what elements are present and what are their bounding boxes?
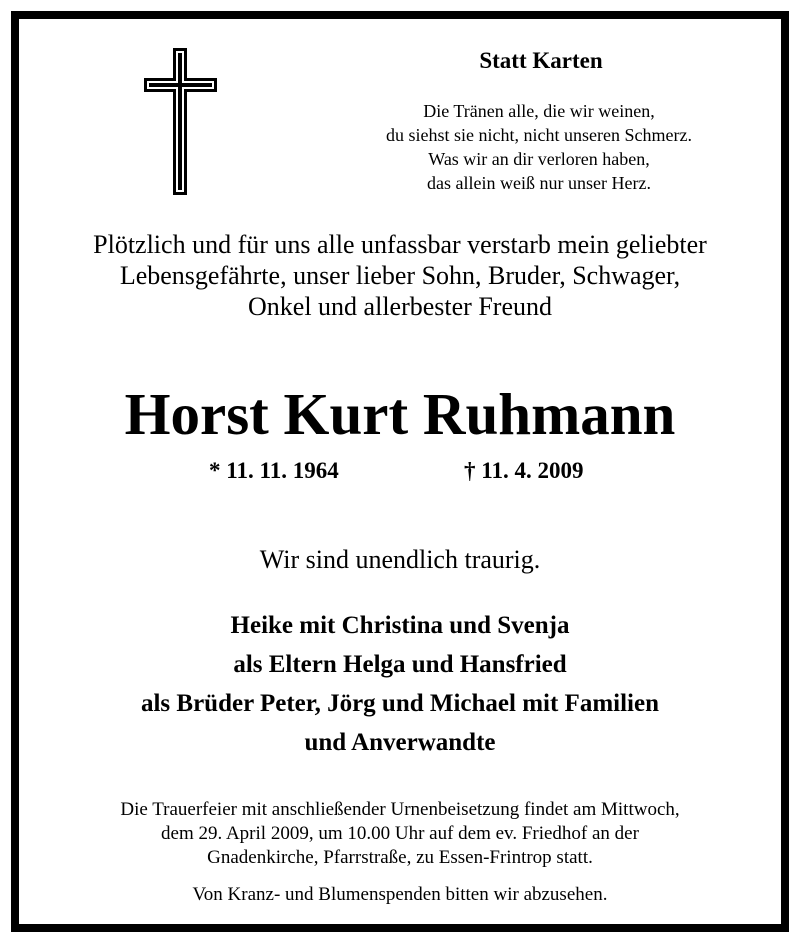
service-line: Gnadenkirche, Pfarrstraße, zu Essen-Frintrop statt.	[207, 847, 593, 868]
death-date: † 11. 4. 2009	[464, 458, 584, 483]
birth-date: * 11. 11. 1964	[209, 458, 339, 483]
family-line: als Brüder Peter, Jörg und Michael mit Familien	[140, 690, 659, 717]
poem-line: du siehst sie nicht, nicht unseren Schmerz.	[386, 125, 692, 145]
family-line: Heike mit Christina und Svenja	[230, 612, 570, 639]
header-title: Statt Karten	[479, 48, 603, 73]
flowers-note: Von Kranz- und Blumenspenden bitten wir abzusehen.	[192, 884, 608, 905]
intro-line: Plötzlich und für uns alle unfassbar verstarb mein geliebter	[93, 230, 707, 259]
intro-text	[19, 229, 781, 322]
intro-line: Lebensgefährte, unser lieber Sohn, Bruder, Schwager,	[119, 261, 681, 290]
service-line: Die Trauerfeier mit anschließender Urnenbeisetzung findet am Mittwoch,	[120, 799, 680, 820]
family-line: und Anverwandte	[304, 729, 496, 756]
intro-line: Onkel und allerbester Freund	[248, 292, 552, 321]
poem-line: Die Tränen alle, die wir weinen,	[423, 101, 655, 121]
poem	[329, 99, 749, 195]
service-line: dem 29. April 2009, um 10.00 Uhr auf dem ev. Friedhof an der	[161, 823, 639, 844]
family-list	[19, 606, 781, 762]
poem-line: das allein weiß nur unser Herz.	[427, 173, 651, 193]
cross-icon	[143, 47, 219, 197]
poem-line: Was wir an dir verloren haben,	[428, 149, 650, 169]
family-line: als Eltern Helga und Hansfried	[233, 651, 567, 678]
deceased-name: Horst Kurt Ruhmann	[124, 381, 676, 447]
obituary-frame	[11, 11, 789, 932]
mourning-statement: Wir sind unendlich traurig.	[259, 545, 541, 574]
funeral-service-info	[19, 798, 781, 870]
